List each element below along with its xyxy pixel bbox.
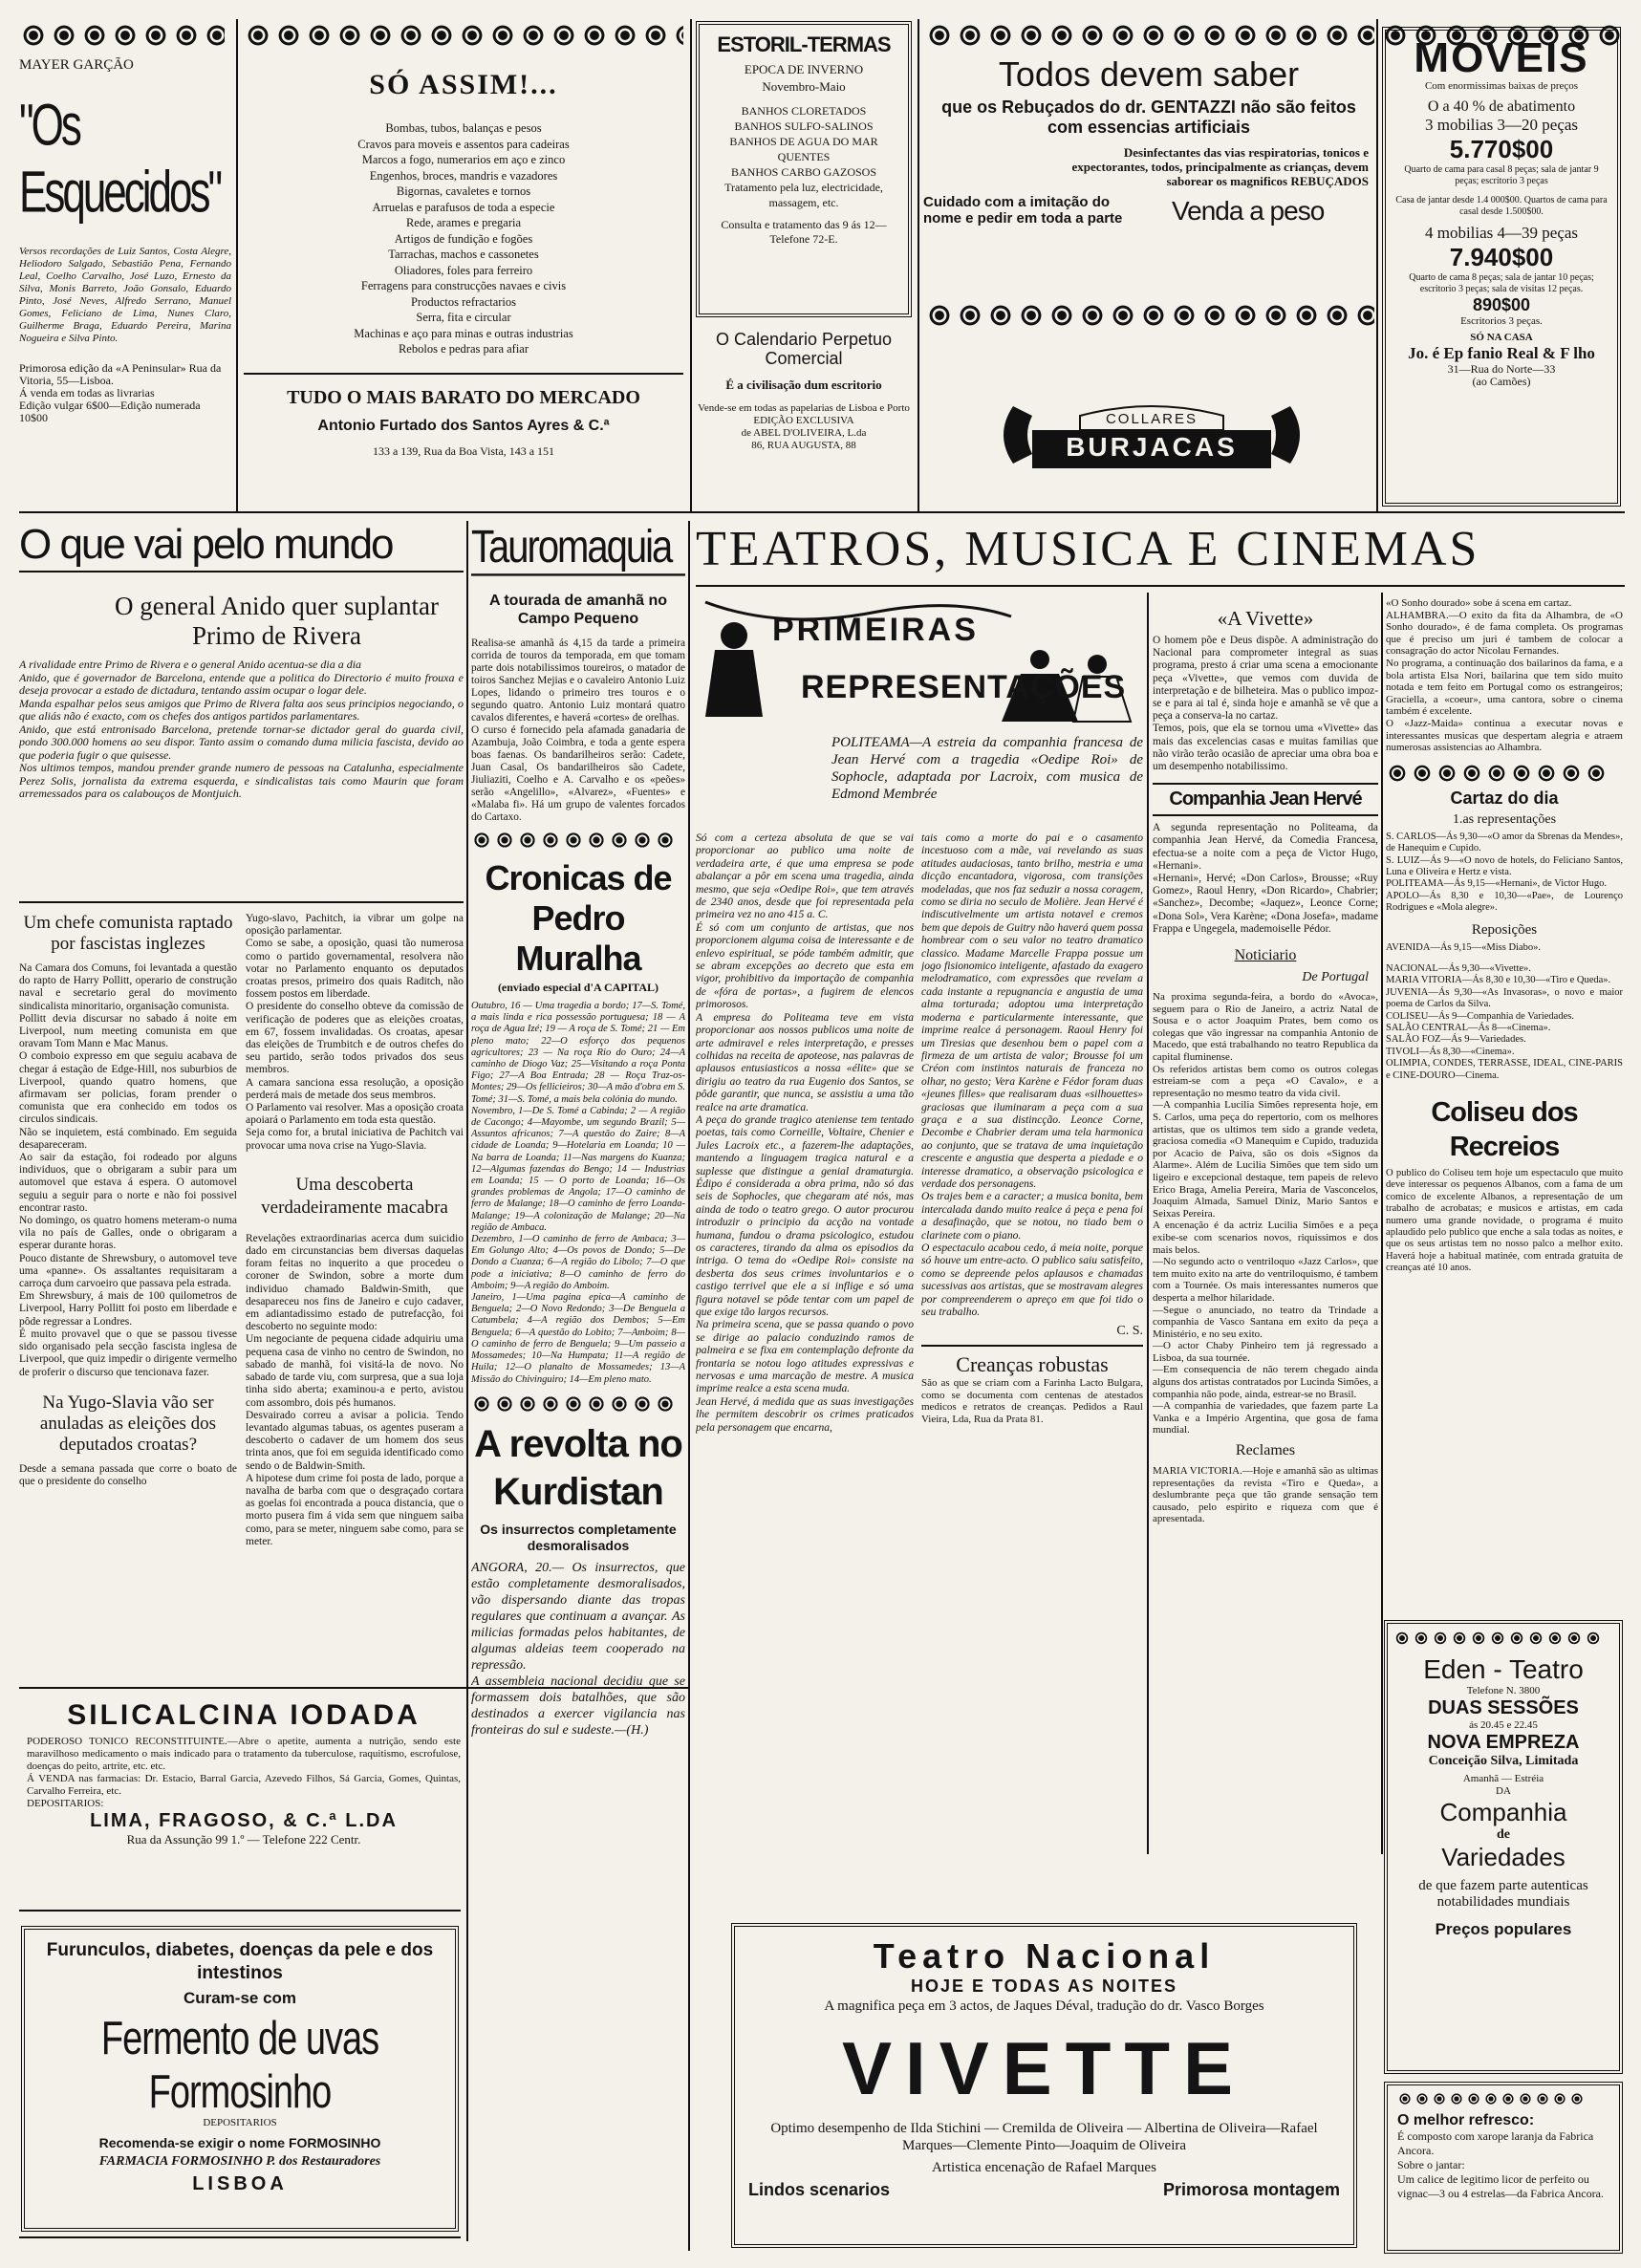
formosinho-product: Fermento de uvas Formosinho (100, 2013, 379, 2119)
herve-title: Companhia Jean Hervé (1153, 783, 1378, 816)
nacional-left: Lindos scenarios (748, 2180, 891, 2199)
gentazzi-warning: Cuidado com a imitação do nome e pedir em toda a parte (923, 194, 1123, 227)
noticiario-text: Na proxima segunda-feira, a bordo do «Avoca», seguem para o Rio de Janeiro, a actriz Natal de Sousa e o actor Joaquim Prates, bem como os colegas que vão ingressar na companhia Antonio de Macedo, que está trabalhando no teatro Republica da capital fluminense. Os referidos artistas bem como os outros colegas estreiam-se com a peça «O Cavalo», e a representação no mesmo teatro da vida civil. —A companhia Lucilia Simões representa hoje, em S. Carlos, uma peça do repertorio, com os melhores artistas, que os ultimos tem sido a grande vedeta, graciosa comedia «O Manequim e Cupido, traduzida por Acacio de Paiva, são os dois «Signos da Alarme». Além de Lucilia Simões que tem sido um ligeiro e excepcional destaque, tem papeis de relevo Erico Braga, Amelia Pereira, Maria de Vasconcelos, Joaquim Almada, Samuel Diniz, Mario Santos e Seixas Pereira. A encenação é da actriz Lucilia Simões e a peça exibe-se com scenarios novos, riquissimos e dos mais belos. —No segundo acto o ventriloquo «Jazz Carlos», que tem muito exito na arte do ventriloquismo, é tambem com a Tournée. Os mais interessantes numeros que desperta a melhor hilaridade. —Segue o anunciado, no teatro da Trindade a companhia de Vasco Santana em exito da peça a Ministério, e no seu exito. —O actor Chaby Pinheiro tem já regressado a Lisboa, da sua tournée. —Em consequencia de não terem chegado ainda alguns dos artistas contratados por Lucinda Simões, a companhia não pode, ainda, estrear-se no Brasil. —A companhia de variedades, que fazem parte La Vanka e a Império Argentina, que gosa de fama mundial. (1153, 991, 1378, 1436)
mundo-head4: Uma descoberta verdadeiramente macabra (261, 1174, 448, 1218)
eden-new: NOVA EMPREZA (1427, 1732, 1580, 1753)
mundo-lead: A rivalidade entre Primo de Rivera e o general Anido acentua-se dia a dia Anido, que é governador de Barcelona, entende que a politica do Directorio é muito frouxa e deseja provocar a estado de dictadura, tentando assim ocupar o logar dele. Manda espalhar pelos seus amigos que Primo de Rivera falta aos seus principios negociando, o que aliás não é exacto, com os chefes dos antigos partidos parlamentares. Anido, que está entronisado Barcelona, pretende tornar-se dictador geral do guarda civil, pondo 300.000 homens ao seu dispor. Tanto assim o comando duma milicia fascista, devido ao que poderia fugir o que quisesse. Nos ultimos tempos, mandou prender grande numero de pessoas na Catalunha, especialmente Perez Solis, jornalista da extrema esquerda, e sindicalistas tais como Maurin que foram arremessados para os calabouços de Montjuich. (19, 658, 464, 800)
noticiario-title: Noticiario (1234, 947, 1297, 964)
reclames-text: MARIA VICTORIA.—Hoje e amanhã são as ultimas representações da revista «Tiro e Queda», a deslumbrante peça que tão grande sensação tem causado, pelo espirito e riqueza com que é apresentada. (1153, 1465, 1378, 1525)
nacional-right: Primorosa montagem (1162, 2180, 1340, 2199)
coliseu-text: O publico do Coliseu tem hoje um espectaculo que muito deve interessar os pequenos Albanos, com a fama de um comico de excelente Albanos, a representação de um trabalho de acrobatas; e musicos e artistas, em cada numero uma grande novidade, o programa é muito aplaudido pelo publico que enche a sala todas as noites, e que os seus artistas tem no nosso palco a melhor exito. Haverá hoje a habitual matinée, com entrada gratuita de creanças até 10 anos. (1386, 1168, 1623, 1274)
moveis-offer1: 3 mobilias 3—20 peças (1424, 116, 1579, 134)
vivette-text: O homem põe e Deus dispõe. A administração do Nacional para comprometer integral as suas programa, presto á criar uma scena a emocionante peça «Vivette», que vemos com duvida de interpretação e de bilheteira. Mas o publico impoz-se e para ai tal é, sinda hoje e amanhã se vê que a peça a conserva-la no cartaz. Temos, pois, que ela se tornou uma «Vivette» das mais das excelencias casas e muitas familias que não virão terão ocasião de apreciar uma obra boa e um desempenho notabilissimo. (1153, 635, 1378, 773)
estoril-ad (696, 21, 912, 317)
moveis-price1: 5.770$00 (1449, 135, 1554, 163)
gentazzi-sale: Venda a peso (1172, 196, 1325, 226)
tauromaquia-column (471, 521, 685, 2256)
formosinho-ad (21, 1926, 459, 2232)
moveis-price3: 890$00 (1472, 295, 1531, 314)
mundo-text3: Desde a semana passada que corre o boato de que o presidente do conselho (19, 1462, 237, 1487)
teatros-title: TEATROS, MUSICA E CINEMAS (696, 522, 1480, 576)
mayer-title: "Os Esquecidos" (19, 93, 221, 226)
nacional-play: VIVETTE (841, 2026, 1247, 2110)
moveis-shop: SÓ NA CASA (1470, 332, 1533, 343)
vivette-title: «A Vivette» (1217, 607, 1314, 630)
revolta-title: A revolta no Kurdistan (474, 1422, 682, 1513)
moveis-text2: Quarto de cama para casal 8 peças; sala de jantar 9 peças; escritorio 3 peças (1404, 164, 1599, 186)
revolta-sub: Os insurrectos completamente desmoralisados (480, 1521, 677, 1553)
so-assim-lines: Bombas, tubos, balanças e pesos Cravos para moveis e assentos para cadeiras Marcos a fogo, numerarios em aço e zinco Engenhos, broces, mandris e vazadores Bigornas, cavaletes e tornos Arruelas e parafusos de toda a especie Rede, arames e pregaria Artigos de fundição e fogões Tarrachas, machos e cassonetes Oliadores, foles para ferreiro Ferragens para construcções navaes e civis Productos refractarios Serra, fita e circular Machinas e aço para minas e outras industrias Rebolos e pedras para afiar (354, 121, 573, 356)
eden-title: Eden - Teatro (1423, 1654, 1584, 1684)
collares-line2: BURJACAS (1066, 432, 1238, 462)
moveis-title: MOVEIS (1414, 34, 1589, 81)
cartaz-list: NACIONAL—Ás 9,30—«Vivette». MARIA VITORIA—Ás 8,30 e 10,30—«Tiro e Queda». JUVENIA—Ás 9,30—«As Invasoras», o novo e maior poema de Carlos da Silva. COLISEU—Ás 9—Companhia de Variedades. SALÃO CENTRAL—Ás 8—«Cinema». SALÃO FOZ—Ás 9—Variedades. TIVOLI—Ás 8,30—«Cinema». OLIMPIA, CONDES, TERRASSE, IDEAL, CINE-PARIS e CINE-DOURO—Cinema. (1386, 962, 1623, 1081)
eden-prices: Preços populares (1435, 1920, 1572, 1938)
ornament-band-2 (244, 21, 683, 50)
cartaz-primeiras: 1.as representações (1452, 811, 1557, 827)
moveis-text5: Escritorios 3 peças. (1460, 315, 1543, 327)
eden-company: Conceição Silva, Limitada (1428, 1754, 1579, 1768)
moveis-offer2: 4 mobilias 4—39 peças (1424, 224, 1579, 242)
eden-desc: de que fazem parte autenticas notabilidades mundiais (1418, 1878, 1588, 1910)
mundo-text4: Revelações extraordinarias acerca dum suicidio dado em circunstancias bem diversas daquelas foram feitas no inquerito a que procedeu o coroner de Swindon, sobre a morte dum individuo chamado Baldwin-Smith, que desapareceu nos fins de Janeiro e cujo cadaver, em adiantadissimo estado de putrefacção, foi descoberto no seguinte modo: Um negociante de pequena cidade adquiriu uma pequena casa de vinho no centro de Swindon, no sabado de manhã, foi visitá-la de novo. No sabado de tarde viu, com surpresa, que a sua loja tinha sido aberta; examinou-a e perto, avistou com assombro, dois pés humanos. Desvairado correu a avisar a policia. Tendo levantado algumas tabuas, os agentes puseram a descoberto o cadaver de um homem dos seus trinta anos, que foi em seguida identificado como sendo o de Baldwin-Smith. A hipotese dum crime foi posta de lado, porque a navalha de barba com que o desgraçado cortara as goelas foi encontrada a pouca distancia, que o morto pusera fim á vida sem que ninguem saiba como, para se meter, ninguem sabe como, para se meter. (246, 1232, 464, 1547)
ornament-band-5 (925, 301, 1374, 330)
mayer-text: Versos recordações de Luiz Santos, Costa Alegre, Heliodoro Salgado, Sebastião Pena, Fernando Leal, Coelho Carvalho, José Luzo, Ernesto da Silva, Monis Barreto, João Gonsalo, Eduardo Pinto, José Neves, Alfredo Serrano, Manuel Gomes, Feliciano de Lima, Nunes Claro, Guilherme Braga, Eduardo Pereira, Marina Nogueira e Silva Pinto. (19, 246, 231, 344)
formosinho-text: Recomenda-se exigir o nome FORMOSINHO (98, 2135, 381, 2150)
teatros-banner (696, 593, 1143, 726)
eden-var: Variedades (1441, 1843, 1565, 1871)
teatros-col2: tais como a morte do pai e o casamento incestuoso com a mãe, vai revelando as suas atitudes audaciosas, tanto brilho, mestria e uma dicção encantadora, vigorosa, com transições modeladas, que nos faz seduzir a nossa coragem, como se diria no seculo de Molière. Jean Hervé é indiscutivelmente um artista notavel e cremos bem que depois de Guitry não haverá quem possa hombrear com o seu valor no teatro dramatico classico. Madame Marcelle Frappa possue um jogo fisionomico inteligente, afastado da exagero melodramatico, com expressões que revelam a cada instante a repugnancia e angustia de uma alma torturada; adoptou uma interpretação moderna e particularmente interessante, que imprime realce á personagem. Raoul Henry foi um Tiresias que desenhou bem o papel com a firmeza de um artista de valor; Brousse foi um Créon com instintos naturais de franceza no olhar, no gesto; Vera Karène e Fédor foram duas «jeunes filles» que realisaram duas «silhouettes» graciosas que iluminaram a peça com a sua graça e a sua distincção. Leonce Corne, Decombe e Chabrier deram uma tela harmonica ao conjunto, que se tratava de uma inquietação crescente e angustia que desperta a piedade e o interesse dramatico, a observação psicologica e verdade dos personagens. Os trajes bem e a caracter; a musica bonita, bem intercalada dando muito realce á peça e pena foi a desafinação, que se notou, no tiado bem o clarinete com o piano. O espectaculo acabou cedo, á meia noite, porque só houve um entre-acto. O publico saiu satisfeito, como se depreende pelos aplausos e chamadas sucessivas aos artistas, que se mostravam alegres por compreenderem o apreço em que foi tido o seu trabalho. (921, 832, 1143, 1319)
nacional-desc: A magnifica peça em 3 actos, de Jaques Déval, tradução do dr. Vasco Borges (824, 1998, 1264, 2014)
gentazzi-ad (923, 55, 1374, 294)
mundo-head3: Na Yugo-Slavia vão ser anuladas as eleições dos deputados croatas? (39, 1392, 217, 1455)
formosinho-city: LISBOA (192, 2173, 288, 2194)
tauromaquia-title: Tauromaquia (471, 521, 685, 576)
formosinho-pharmacy: FARMACIA FORMOSINHO P. dos Restauradores (98, 2154, 381, 2169)
silicalcina-company: LIMA, FRAGOSO, & C.ª L.DA (90, 1810, 398, 1831)
gentazzi-title: Todos devem saber (998, 55, 1300, 94)
silicalcina-title: SILICALCINA IODADA (67, 1699, 421, 1731)
cartaz-text: S. CARLOS—Ás 9,30—«O amor da Sbrenas da Mendes», de Hanequim e Cupido. S. LUIZ—Ás 9—«O novo de hotels, do Feliciano Santos, Luna e Oliveira e Hertz e vista. POLITEAMA—Ás 9,15—«Hernani», de Victor Hugo. APOLO—Ás 8,30 e 10,30—«Pae», de Lourenço Rodrigues e «Mola alegre». (1386, 831, 1623, 914)
formosinho-deposit: DEPOSITARIOS (203, 2117, 277, 2128)
cronicas-title: Cronicas de Pedro Muralha (485, 858, 672, 978)
estoril-hours: Consulta e tratamento das 9 ás 12—Telefone 72-E. (721, 218, 887, 246)
cronicas-text: Outubro, 16 — Uma tragedia a bordo; 17—S. Tomé, a mais linda e rica possessão portuguesa; 18 — A roça de Agua Izé; 19 — A roça de S. Tomé; 21 — Em pleno mato; 22—O esforço dos pequenos agricultores; 23 — Na roça Rio do Ouro; 24—A caminho de Diogo Vaz; 25—Visitando a roça Ponta Figo; 27—A Boa Entrada; 28 — Roça Traz-os-Montes; 29—Os fellicieiros; 30—A mão d'obra em S. Tomé; 31—S. Tomé, a mais bela colónia do mundo. Novembro, 1—De S. Tomé a Cabinda; 2 — A região de Cacongo; 4—Mayombe, um segundo Brazil; 5—Assuntos africanos; 7—A questão do Zaire; 8—A cidade de Loanda; 9—Hotelaria em Loanda; 10 — Na barra de Loanda; 11—Nas margens do Kuanza; 12—Algumas fazendas do Bengo; 14 — Industrias em Loanda; 15 — O porto de Loanda; 16—Os grandes problemas de Angola; 17—O caminho de ferro de Malange; 18—O caminho de ferro Loanda-Malange; 19—A colonização de Malange; 20—Na região de Ambaca. Dezembro, 1—O caminho de ferro de Ambaca; 3—Em Golungo Alto; 4—Os povos de Dondo; 5—De Dondo a Cuanza; 6—A região do Libolo; 7—O que pode a iniciativa; 8—O caminho de ferro do Amboim; 9—A região do Amboim. Janeiro, 1—Uma pagina epica—A caminho de Benguela; 2—O Novo Redondo; 3—De Benguela a Catumbela; 4—A região dos Dembos; 5—Em Benguela; 6—A questão do Lobito; 7—Amboim; 8—O caminho de ferro de Benguela; 9—Um passeio a Mossamedes; 10—Na Humpata; 11—A região de Huila; 12—O planalto de Mossamedes; 13—A Missão do Chivinguiro; 14—Em pleno mato. (471, 1001, 685, 1385)
collares-ad (994, 378, 1309, 483)
so-assim-title: SÓ ASSIM!... (369, 69, 558, 100)
gentazzi-text: Desinfectantes das vias respiratorias, tonicos e expectorantes, todos, principalmente as crianças, devem saborear os magnificos REBUÇADOS (1071, 145, 1369, 188)
estoril-title: ESTORIL-TERMAS (717, 32, 891, 56)
revolta-text: ANGORA, 20.— Os insurrectos, que estão completamente desmoralisados, vão dispersando diante das tropas regulares que continuam a avançar. As milicias formadas pelos habitantes, de algumas aldeias teem cooperado na repressão. A assembleia nacional decidiu que se formassem dois batalhões, que são destinados a exercer vigilancia nas fronteiras do sul e sudeste.—(H.) (471, 1560, 685, 1738)
mayer-author: MAYER GARÇÃO (19, 57, 134, 73)
estoril-services: BANHOS CLORETADOS BANHOS SULFO-SALINOS BANHOS DE AGUA DO MAR QUENTES BANHOS CARBO GAZOSOS Tratamento pela luz, electricidade, massagem, etc. (724, 104, 883, 209)
mundo-col2: Yugo-slavo, Pachitch, ia vibrar um golpe na oposição parlamentar. Como se sabe, a oposição, quasi tão numerosa como o partido governamental, resolvera não votar no Parlamento enquanto os deputados croatas presos, primeiro dos quais Raditch, não fossem postos em liberdade. O presidente do conselho obteve da comissão de verificação de poderes que as eleições croatas, em 67, fossem invalidadas. Os croatas, apesar das eleições de Trumbitch e de outros chefes do seu partido, serão todos privados dos seus membros. A camara sanciona essa resolução, a oposição perderá mais de metade dos seus membros. O Parlamento vai resolver. Mas a oposição croata apoiará o Parlamento em toda esta questão. Seja como for, a brutal iniciativa de Pachitch vai provocar uma nova crise na Yugo-Slavia. (246, 913, 464, 1152)
ornament-band-3 (925, 21, 1374, 50)
mundo-text2: Na Camara dos Comuns, foi levantada a questão do rapto de Harry Pollitt, operario de construção naval e secretario geral do movimento sindicalista minoritario, organisação comunista. Pollitt devia discursar no sabado á noite em Liverpool, num meeting comunista em que oravam Tom Mann e Mac Manus. O comboio expresso em que seguiu acabava de chegar á estação de Edge-Hill, nos suburbios de Liverpool, quando quatro homens, que afirmavam ser policias, foram prender o comunista que era conhecido em todos os circulos sindicais. Não se inquietem, está combinado. Em seguida desapareceram. Ao sair da estação, foi rodeado por alguns individuos, que o obrigaram a subir para um automovel que estava á espera. O automovel seguiu a seguir para o norte e não foi possivel encontrar rasto. No domingo, os quatro homens meteram-o numa vila no país de Galles, onde o obrigaram a esperar durante horas. Pouco distante de Shrewsbury, o automovel teve uma «panne». Os assaltantes requisitaram a carroça dum carvoeiro que passava pela estrada. Em Shrewsbury, á mais de 100 quilometros de Liverpool, Harry Pollitt foi posto em liberdade e pôde regressar a Londres. É muito provavel que o que se passou tivesse sido organisado pela secção fascista inglesa de Liverpool, que quiz impedir o dirigente vermelho de proferir o discurso que tencionava fazer. (19, 962, 237, 1378)
moveis-address: 31—Rua do Norte—33 (ao Camões) (1447, 362, 1556, 388)
eden-sessions: DUAS SESSÕES (1428, 1697, 1579, 1718)
cartaz-title: Cartaz do dia (1450, 788, 1559, 808)
eden-phone: Telefone N. 3800 (1466, 1685, 1541, 1696)
ornament-band-1 (19, 21, 225, 50)
teatros-lead: POLITEAMA—A estreia da companhia francesa de Jean Hervé com a tragedia «Oedipe Roi» de Sophocle, adaptada por Lacroix, com musica de Edmond Membrée (831, 735, 1143, 802)
tauromaquia-headline: A tourada de amanhã no Campo Pequeno (488, 593, 668, 627)
eden-de: de (1497, 1827, 1510, 1842)
formosinho-title: Furunculos, diabetes, doenças da pele e dos intestinos (46, 1940, 434, 1983)
so-assim-company: Antonio Furtado dos Santos Ayres & C.ª (317, 418, 610, 434)
refresco-ad (1384, 2082, 1623, 2254)
creancas-title: Creanças robustas (956, 1352, 1109, 1377)
noticiario-sub: De Portugal (1302, 970, 1369, 985)
calendario-ad (696, 330, 912, 507)
coliseu-title: Coliseu dos Recreios (1431, 1097, 1578, 1163)
eden-comp: Companhia (1439, 1798, 1567, 1826)
silicalcina-address: Rua da Assunção 99 1.º — Telefone 222 Centr. (126, 1832, 361, 1847)
estoril-season: EPOCA DE INVERNO Novembro-Maio (744, 62, 864, 94)
mundo-head2: Um chefe comunista raptado por fascistas inglezes (23, 913, 233, 954)
nacional-ad (731, 1923, 1357, 2248)
eden-text: Amanhã — Estréia DA (1462, 1773, 1544, 1797)
mundo-headline: O general Anido quer suplantar Primo de Rivera (115, 592, 439, 650)
moveis-owner: Jo. é Ep fanio Real & F lho (1408, 344, 1595, 362)
nacional-title: Teatro Nacional (873, 1936, 1216, 1976)
silicalcina-ad (19, 1692, 468, 1907)
calendario-text: Vende-se em todas as papelarias de Lisboa e Porto EDIÇÃO EXCLUSIVA de ABEL D'OLIVEIRA, L.da 86, RUA AUGUSTA, 88 (698, 402, 910, 451)
nacional-sub: HOJE E TODAS AS NOITES (910, 1976, 1178, 1996)
formosinho-cure: Curam-se com (183, 1989, 297, 2007)
teatros-col1: Só com a certeza absoluta de que se vai proporcionar ao publico uma noite de verdadeira arte, é que uma empresa se pode abalançar a pôr em scena uma tragedia, ainda mesmo, que seja «Oedipe Roi», que tem através de 2340 anos, desde que foi representada pela primeira vez no ano 415 a. C. É só com um conjunto de artistas, que nos proporcionem alguma coisa de interessante e de enlevo espiritual, se póde também admitir, que se abram excepções ao decreto que esta em vigor, prohibitivo da importação de companhia de «fóra de portas», a fugirem de elencos primorosos. A empresa do Politeama teve em vista proporcionar aos nossos publicos uma noite de arte admiravel e reles interpretação, e presses colhidas na receita de apoteose, nas palavras de aplausos entusiasticos a nossa «élite» que se dirigiu ao teatro da rua Eugenio dos Santos, se pôde garantir, que nunca, se assistiu a uma tão realce na arte dramatica. A peça do grande tragico ateniense tem tentado poetas, tais como Corneille, Voltaire, Chenier e Jules Lacroix etc., a fazerem-lhe adaptações, mantendo a linguagem tragica natural e a suplesse que distingue a genial dramaturgia. Édipo é considerada a obra prima, não só das seis de Sophocles, que chegaram até nós, mas ainda de todo o teatro grego. O autor procurou introduzir o principio da acção na vontade humana, fundou o drama psicologico, estudou os caracteres, tirando da alma os episodios da intriga. O tema do «Oedipe Roi» consiste na desberta dos seus crimes involuntarios e o castigo terrivel que ele a si inflige e só uma figura notavel se pôde tentar com um papel de que exige tão largos recursos. Na primeira scena, que se passa quando o povo se dirige ao palacio conduzindo ramos de palmeira e se fixa em contemplação defronte da frontaria se notou logo atitudes expressivas e nervosas e uma marcação de mestre. A musica imprime realce a esta scena muda. Jean Hervé, á medida que as suas investigações lhe permitem descobrir os crimes praticados pela personagem que encarna, (696, 832, 914, 1434)
nacional-cast: Optimo desempenho de Ilda Stichini — Cremilda de Oliveira — Albertina de Oliveira—Rafael Marques—Clemente Pinto—Joaquim de Oliveira (770, 2121, 1318, 2153)
moveis-discount: O a 40 % de abatimento (1427, 98, 1576, 115)
refresco-text: É composto com xarope laranja da Fabrica Ancora. Sobre o jantar: Um calice de legitimo licor de perfeito ou vignac—3 ou 4 estrelas—da Fabrica Ancora. (1397, 2129, 1604, 2200)
cronicas-sub: (enviado especial d'A CAPITAL) (497, 981, 659, 994)
so-assim-ad (244, 57, 683, 507)
silicalcina-text: PODEROSO TONICO RECONSTITUINTE.—Abre o apetite, aumenta a nutrição, sendo este maravilhoso medicamento o mais indicado para o tratamento da tuberculose, raquitismo, escrofulose, doenças do peito, artrite, etc. etc. Á VENDA nas farmacias: Dr. Estacio, Barral Garcia, Azevedo Filhos, Sá Garcia, Gomes, Quintas, Carvalho Ferreira, etc. DEPOSITARIOS: (27, 1736, 461, 1809)
calendario-title: O Calendario Perpetuo Comercial (715, 330, 893, 368)
herve-text: A segunda representação no Politeama, da companhia Jean Hervé, da Comedia Francesa, efectua-se a noite com a peça de Victor Hugo, «Hernani». «Hernani», Hervé; «Don Carlos», Brousse; «Ruy Gomez», Raoul Henry, «Don Ricardo», Chabrier; «Sanchez», Decombe; «Jaquez», Leonce Corne; «Dona Sol», Vera Karène; «Dona Josefa», madame Frappa e Ungegela, mademoiselle Pédor. (1153, 822, 1378, 935)
right-top-text: «O Sonho dourado» sobe á scena em cartaz. ALHAMBRA.—O exito da fita da Alhambra, de «O Sonho dourado», é de fama completa. Os programas que é preciso um juri é tambem de colocar a consagração do actor Nicolau Fernandes. No programa, a continuação dos bailarinos da fama, e a bola artista Elsa Nori, bailarina que tem sido muito notada e tem feito em Portugal como os estrangeiros; Graciella, a «coeur», uma cantora, sobre o cinema também é excelente. O «Jazz-Maida» continua a executar novas e interessantes musicas que despertam alegria e atraem numerosas assistencias ao Alhambra. (1386, 597, 1623, 754)
banner-representacoes: REPRESENTAÇÕES (801, 669, 1127, 705)
reposicoes-text: AVENIDA—Ás 9,15—«Miss Diabo». (1386, 941, 1541, 953)
tauromaquia-text: Realisa-se amanhã ás 4,15 da tarde a primeira corrida de touros da temporada, em que tomam parte dois notabilissimos toureiros, o matador de toiros Sanchez Mejias e o cavaleiro Antonio Luiz Lopes, lidando o primeiro tres touros e o segundo quatro. Antonio Luiz montará quatro cavalos diferentes, e haverá «cortes» de orelhas. O curso é fornecido pela afamada ganadaria de Azambuja, João Coimbra, e toda a gente espera boas faenas. Os bandarilheiros serão: Cadete, Juan Casal, Os bandarilheiros são Cadete, Jiuliaziti, Coelho e A. Carvalho e os «peões» serão «Angelillo», «Alvarez», «Fuentes» e «Malaba fi». Há um grupo de valentes forcados do Cartaxo. (471, 637, 685, 823)
moveis-text4: Quarto de cama 8 peças; sala de jantar 10 peças; escritorio 3 peças; sala de visitas 12 peças. (1409, 272, 1594, 294)
teatros-sign: C. S. (1116, 1324, 1143, 1339)
creancas-text: São as que se criam com a Farinha Lacto Bulgara, como se documenta com centenas de atestados medicos e retratos de creanças. Pedidos a Raul Vieira, Lda, Rua da Prata 81. (921, 1377, 1143, 1425)
moveis-price2: 7.940$00 (1449, 243, 1554, 271)
refresco-title: O melhor refresco: (1397, 2112, 1535, 2128)
reposicoes-title: Reposições (1471, 921, 1538, 938)
banner-scroll-icon (994, 378, 1309, 483)
reclames-title: Reclames (1235, 1442, 1296, 1459)
moveis-ad (1382, 27, 1621, 507)
nacional-direction: Artistica encenação de Rafael Marques (932, 2160, 1156, 2175)
moveis-text3: Casa de jantar desde 1.4 000$00. Quartos de cama para casal desde 1.500$00. (1395, 195, 1608, 217)
banner-primeiras: PRIMEIRAS (772, 612, 979, 648)
eden-ad (1384, 1620, 1623, 2074)
calendario-slogan: É a civilisação dum escritorio (725, 378, 882, 392)
so-assim-address: 133 a 139, Rua da Boa Vista, 143 a 151 (372, 444, 555, 458)
gentazzi-sub: que os Rebuçados do dr. GENTAZZI não são feitos com essencias artificiais (941, 97, 1356, 137)
mayer-ad (19, 57, 231, 507)
collares-line1: COLLARES (1105, 411, 1198, 427)
eden-times: ás 20.45 e 22.45 (1469, 1719, 1538, 1731)
moveis-text1: Com enormissimas baixas de preços (1424, 80, 1579, 92)
mundo-section (19, 521, 464, 1682)
mayer-footer: Primorosa edição da «A Peninsular» Rua da Vitoria, 55—Lisboa. Á venda em todas as livrarias Edição vulgar 6$00—Edição numerada 10$00 (19, 361, 222, 424)
so-assim-slogan: TUDO O MAIS BARATO DO MERCADO (287, 387, 640, 408)
mundo-section-title: O que vai pelo mundo (19, 521, 464, 572)
